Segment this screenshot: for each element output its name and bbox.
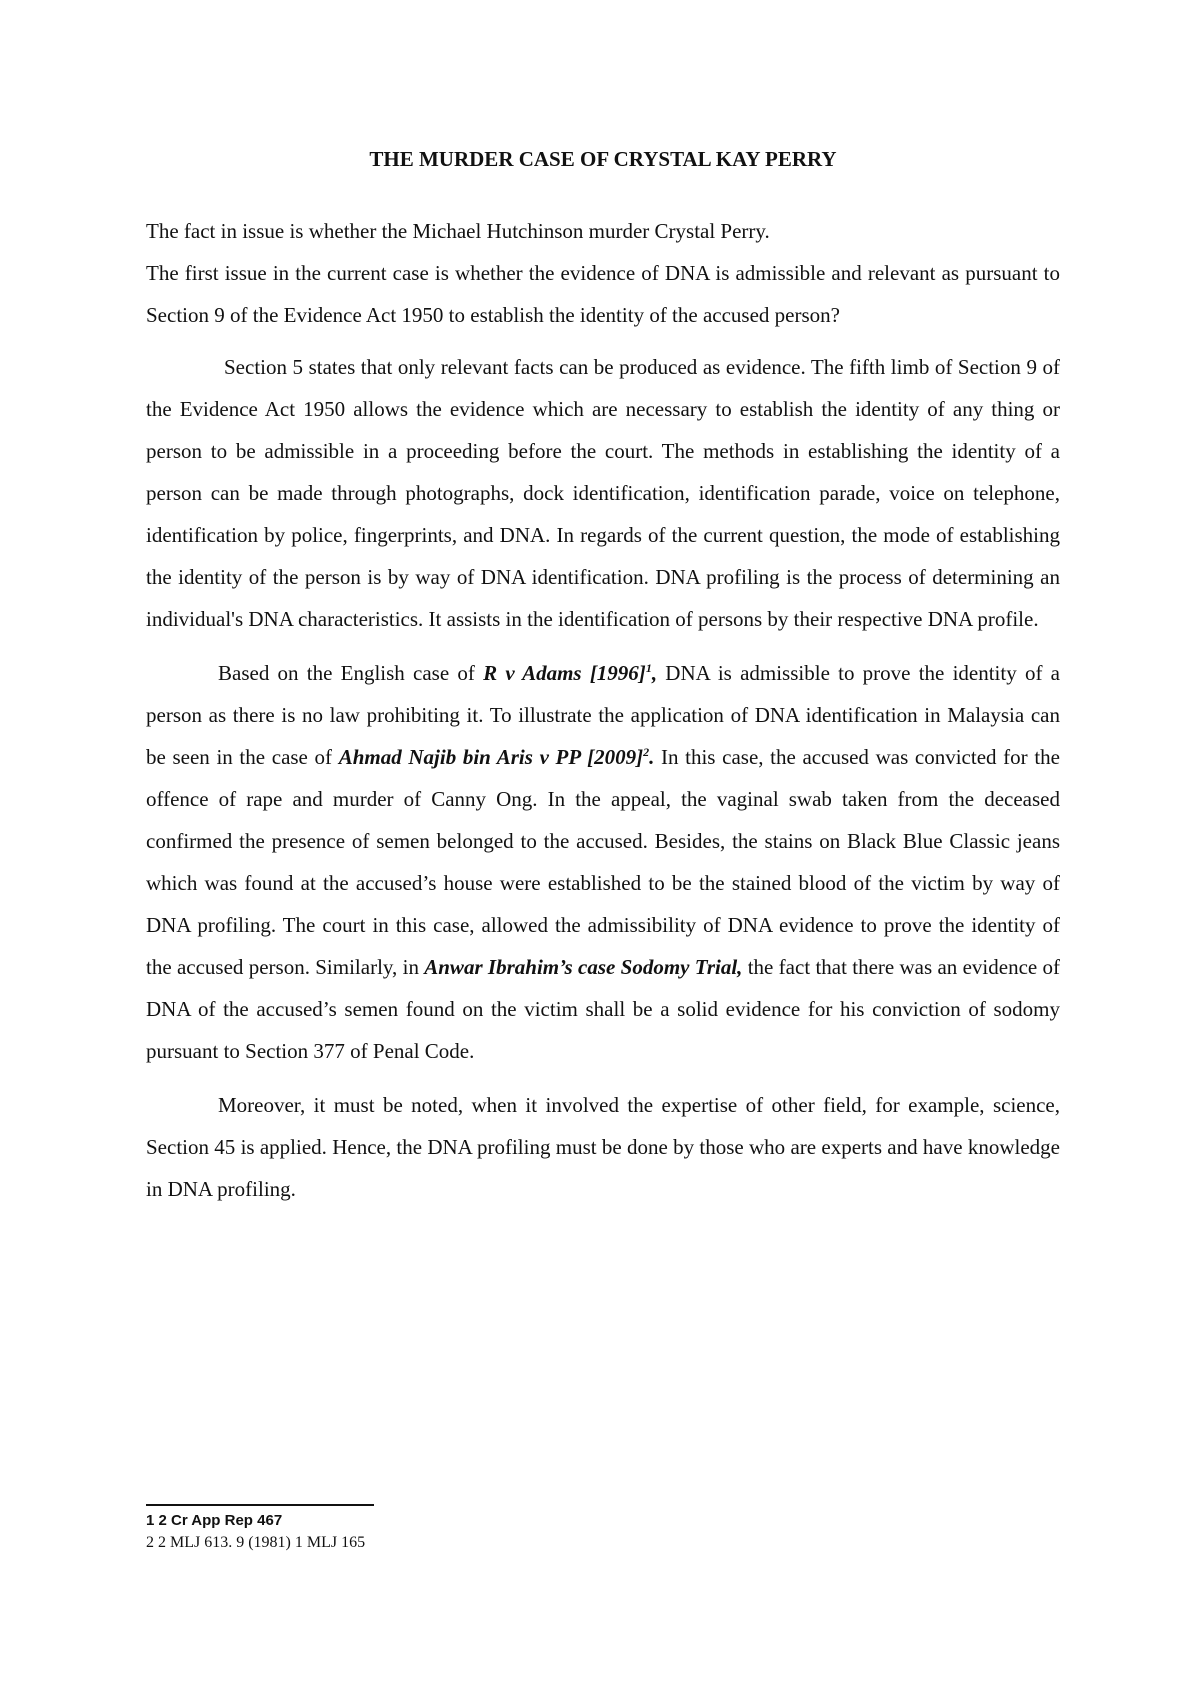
case-law-text-1: Based on the English case of [218,661,484,685]
footnote-1: 1 2 Cr App Rep 467 [146,1512,283,1529]
case-citation-anwar-ibrahim: Anwar Ibrahim’s case Sodomy Trial, [424,955,743,979]
expert-evidence-paragraph: Moreover, it must be noted, when it involved the expertise of other field, for example, science, Section 45 is applied. Hence, the DNA profiling must be done by those who are experts and have knowledge in DNA profiling. [146,1093,1060,1201]
footnote-ref-1: 1 [645,661,652,675]
case-law-text-4: the fact that there was an evidence of DNA of the accused’s semen found on the victim shall be a solid evidence for his conviction of sodomy pursuant to Section 377 of Penal Code. [146,955,1061,1063]
footnotes [146,1504,1060,1554]
case-citation-tail-1: , [651,661,658,685]
footnote-ref-2: 2 [643,745,650,759]
footnote-2: 2 2 MLJ 613. 9 (1981) 1 MLJ 165 [146,1534,366,1551]
case-law-text-3: In this case, the accused was convicted for the offence of rape and murder of Canny Ong. In the appeal, the vaginal swab taken from the deceased confirmed the presence of semen belonged to the accused. Besides, the stains on Black Blue Classic jeans which was found at the accused’s house were established to be the stained blood of the victim by way of DNA profiling. The court in this case, allowed the admissibility of DNA evidence to prove the identity of the accused person. Similarly, in [146,745,1060,979]
case-citation-r-v-adams: R v Adams [1996] [483,661,646,685]
footnote-separator [146,1504,374,1506]
case-citation-tail-2: . [649,745,655,769]
first-issue-paragraph: The first issue in the current case is whether the evidence of DNA is admissible and relevant as pursuant to Section 9 of the Evidence Act 1950 to establish the identity of the accused person? [146,261,1060,327]
document-title: THE MURDER CASE OF CRYSTAL KAY PERRY [369,147,837,171]
case-citation-ahmad-najib: Ahmad Najib bin Aris v PP [2009] [338,745,644,769]
case-law-text-2: DNA is admissible to prove the identity of a person as there is no law prohibiting it. To illustrate the application of DNA identification in Malaysia can be seen in the case of [146,661,1060,769]
case-law-paragraph [146,652,1060,1072]
document-body [146,142,1060,1210]
section-5-paragraph: Section 5 states that only relevant facts can be produced as evidence. The fifth limb of Section 9 of the Evidence Act 1950 allows the evidence which are necessary to establish the identity of any thing or person to be admissible in a proceeding before the court. The methods in establishing the identity of a person can be made through photographs, dock identification, identification parade, voice on telephone, identification by police, fingerprints, and DNA. In regards of the current question, the mode of establishing the identity of the person is by way of DNA identification. DNA profiling is the process of determining an individual's DNA characteristics. It assists in the identification of persons by their respective DNA profile. [146,355,1060,631]
fact-in-issue-paragraph: The fact in issue is whether the Michael Hutchinson murder Crystal Perry. [146,219,770,243]
